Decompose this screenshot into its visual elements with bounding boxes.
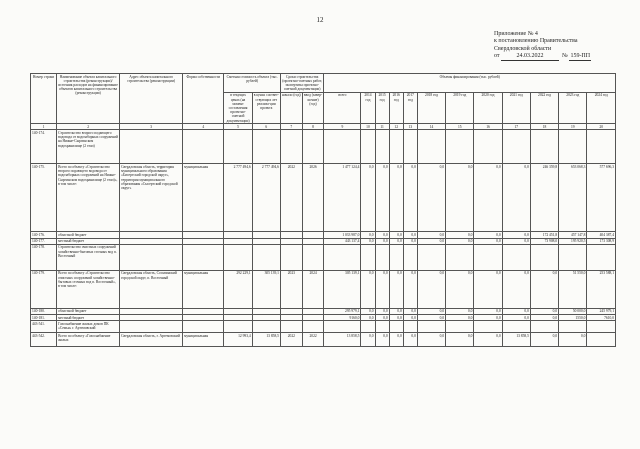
object-name: Газоснабжение жилых домов ПК «Семья» г. Артемовский [57,321,120,333]
year-amount: 0,0 [389,270,403,308]
year-amount [417,130,445,164]
page-number: 12 [316,16,324,24]
year-amount [559,244,587,270]
table-row [31,164,616,232]
column-number: 18 [530,124,558,130]
cost-current: 292 229,1 [224,270,252,308]
year-amount: 0,0 [559,333,587,347]
year-amount [389,244,403,270]
year-amount: 0,0 [389,315,403,321]
year-amount: 50 000,0 [559,308,587,314]
year-amount: 0,0 [417,238,445,244]
year-amount: 0,0 [361,164,375,232]
header-end-year: ввод (завер-шение) (год) [302,92,324,123]
year-amount: 0,0 [403,270,417,308]
year-amount: 0,0 [530,315,558,321]
cost-years: 305 139,1 [252,270,280,308]
object-name: областной бюджет [57,308,120,314]
year-amount: 0,0 [403,308,417,314]
year-amount: 577 696,3 [587,164,616,232]
year-amount: 0,0 [389,333,403,347]
column-number: 6 [252,124,280,130]
year-amount [587,333,616,347]
object-name: местный бюджет [57,238,120,244]
object-name: Всего по объекту «Строительство второго подающего водовода от водозаборных сооружений на Нижне-Сыргинском водохранилище (2 этап)», в том числе: [57,164,120,232]
header-financing: Объемы финансирования (тыс. рублей) [324,74,616,93]
header-year: 2018 год [417,92,445,123]
cost-current [224,244,252,270]
ownership: муниципальная [183,270,224,308]
annex-number: 159-ПП [569,53,591,61]
cost-years [252,321,280,333]
header-year: 2024 год [587,92,616,123]
end-year [302,244,324,270]
column-number: 20 [587,124,616,130]
year-amount: 0,0 [375,164,389,232]
ownership [183,321,224,333]
ownership [183,130,224,164]
start-year: 2023 [280,270,302,308]
column-number: 19 [559,124,587,130]
row-number: 140-180. [31,308,57,314]
year-amount: 404 387,4 [587,232,616,238]
year-amount [502,321,530,333]
year-amount [559,130,587,164]
end-year [302,321,324,333]
address [120,321,183,333]
year-amount: 0,0 [375,270,389,308]
total-amount [324,244,361,270]
year-amount: 245 979,1 [587,308,616,314]
year-amount: 0,0 [389,238,403,244]
year-amount: 0,0 [417,308,445,314]
cost-years [252,130,280,164]
year-amount: 0,0 [502,232,530,238]
header-terms: Сроки строительства (проектно-сметных работ, экспертизы проектно-сметной документации) [282,74,323,92]
object-name: Строительство второго подающего водовода от водозаборных сооружений на Нижне-Сыргинском водохранилище (2 этап) [57,130,120,164]
year-amount [502,130,530,164]
column-number: 10 [361,124,375,130]
year-amount: 0,0 [446,164,474,232]
year-amount [446,321,474,333]
year-amount: 253 588,1 [587,270,616,308]
header-year: 2021 год [502,92,530,123]
object-name: местный бюджет [57,315,120,321]
year-amount: 0,0 [375,315,389,321]
year-amount [403,130,417,164]
column-number: 14 [417,124,445,130]
header-estimated-cost: Сметная стоимость объекта (тыс. рублей) [224,74,281,93]
total-amount: 295 979,1 [324,308,361,314]
year-amount: 0,0 [446,315,474,321]
header-address: Адрес объекта капитального строительства (реконструкции) [120,74,183,124]
annex-from-label: от [494,52,500,59]
year-amount: 0,0 [530,333,558,347]
year-amount: 0,0 [446,308,474,314]
end-year [302,130,324,164]
year-amount [587,244,616,270]
year-amount: 653 068,3 [559,164,587,232]
year-amount: 0,0 [361,308,375,314]
year-amount: 195 920,5 [559,238,587,244]
year-amount [417,321,445,333]
year-amount [530,244,558,270]
year-amount: 457 147,8 [559,232,587,238]
year-amount: 0,0 [530,270,558,308]
column-number: 5 [224,124,252,130]
total-amount [324,321,361,333]
year-amount [446,244,474,270]
year-amount: 0,0 [361,232,375,238]
address [120,244,183,270]
start-year: 2022 [280,333,302,347]
table-row [31,321,616,333]
header-start-year: начало (год) [280,92,302,123]
object-name: Строительство очистных сооружений хозяйственно-бытовых сточных вод п. Восточный [57,244,120,270]
year-amount: 0,0 [474,232,502,238]
start-year [280,244,302,270]
ownership: муниципальная [183,164,224,232]
header-year: 2015 год [375,92,389,123]
table-row [31,333,616,347]
cost-years: 2 777 494,6 [252,164,280,232]
cost-current: 12 993,4 [224,333,252,347]
ownership [183,244,224,270]
column-number: 4 [183,124,224,130]
start-year [280,321,302,333]
year-amount [375,130,389,164]
year-amount [375,244,389,270]
year-amount: 7610,0 [587,315,616,321]
year-amount: 0,0 [474,308,502,314]
object-name: Всего по объекту «Строительство очистных сооружений хозяйственно-бытовых сточных вод п. Восточный», в том числе: [57,270,120,308]
year-amount: 0,0 [417,164,445,232]
year-amount: 0,0 [403,315,417,321]
year-amount: 1550,0 [559,315,587,321]
year-amount: 51 550,0 [559,270,587,308]
year-amount [530,130,558,164]
header-year: 2022 год [530,92,558,123]
start-year [280,130,302,164]
column-number: 3 [120,124,183,130]
year-amount: 0,0 [474,164,502,232]
year-amount [375,321,389,333]
total-amount [324,130,361,164]
year-amount: 173 308,9 [587,238,616,244]
year-amount: 0,0 [446,270,474,308]
row-number: 140-175. [31,164,57,232]
year-amount: 0,0 [361,238,375,244]
year-amount: 172 451,8 [530,232,558,238]
annex-date-line [494,53,634,61]
year-amount [361,321,375,333]
total-amount: 13 858,5 [324,333,361,347]
year-amount [474,130,502,164]
header-year: 2016 год [389,92,403,123]
column-number: 17 [502,124,530,130]
total-amount: 1 033 987,0 [324,232,361,238]
year-amount [474,321,502,333]
year-amount: 0,0 [446,238,474,244]
annex-block [494,31,634,61]
address: Свердловская область, Сосьвинский городской округ, п. Восточный [120,270,183,308]
year-amount [389,321,403,333]
object-name: областной бюджет [57,232,120,238]
year-amount [417,244,445,270]
row-number: 140-178. [31,244,57,270]
year-amount: 0,0 [375,308,389,314]
header-year: 2023 год [559,92,587,123]
total-amount: 1 477 124,4 [324,164,361,232]
year-amount: 0,0 [389,308,403,314]
cost-years: 13 858,5 [252,333,280,347]
year-amount: 0,0 [417,333,445,347]
header-current-prices: в текущих ценах (на момент составления проектно-сметной документации) [224,92,252,123]
row-number: 140-174. [31,130,57,164]
object-name: Всего по объекту «Газоснабжение жилых [57,333,120,347]
column-number: 16 [474,124,502,130]
cost-current [224,321,252,333]
year-amount: 13 858,5 [502,333,530,347]
row-number: 140-177. [31,238,57,244]
end-year: 2024 [302,270,324,308]
year-amount: 0,0 [474,270,502,308]
annex-line2: к постановлению Правительства [494,38,578,45]
year-amount [403,321,417,333]
year-amount: 0,0 [417,315,445,321]
year-amount: 0,0 [474,238,502,244]
header-row-number: Номер строки [31,74,57,124]
year-amount: 0,0 [417,270,445,308]
end-year: 2026 [302,164,324,232]
column-number: 15 [446,124,474,130]
total-amount: 443 137,4 [324,238,361,244]
year-amount: 0,0 [446,232,474,238]
year-amount: 0,0 [502,308,530,314]
year-amount [361,130,375,164]
year-amount: 0,0 [530,308,558,314]
year-amount [389,130,403,164]
year-amount: 0,0 [403,238,417,244]
table-row [31,130,616,164]
year-amount: 0,0 [375,232,389,238]
year-amount: 0,0 [446,333,474,347]
table-row [31,270,616,308]
year-amount: 0,0 [361,333,375,347]
address [120,130,183,164]
cost-current: 2 777 494,6 [224,164,252,232]
year-amount [587,321,616,333]
total-amount: 305 139,1 [324,270,361,308]
year-amount: 0,0 [502,164,530,232]
column-number: 8 [302,124,324,130]
header-year: 2019 год [446,92,474,123]
header-year: 2017 год [403,92,417,123]
table-header-row-1 [31,74,616,93]
header-year: 2020 год [474,92,502,123]
year-amount: 0,0 [375,333,389,347]
year-amount [474,244,502,270]
year-amount: 0,0 [389,232,403,238]
total-amount: 9160,0 [324,315,361,321]
year-amount: 0,0 [474,315,502,321]
year-amount [502,244,530,270]
year-amount [446,130,474,164]
address: Свердловская область, территория муниципального образования «Бисертский городской округ», территория муниципального образования «Сысертский городской округ» [120,164,183,232]
header-year: 2014 год [361,92,375,123]
year-amount: 0,0 [502,315,530,321]
row-number: 140-176. [31,232,57,238]
year-amount: 73 908,0 [530,238,558,244]
year-amount: 0,0 [417,232,445,238]
row-number: 443-542. [31,333,57,347]
header-ownership: Форма собственности [183,74,224,124]
year-amount [587,130,616,164]
row-number: 140-181. [31,315,57,321]
year-amount: 0,0 [403,333,417,347]
end-year: 2022 [302,333,324,347]
year-amount: 0,0 [361,315,375,321]
row-number: 140-179. [31,270,57,308]
year-amount: 246 359,8 [530,164,558,232]
column-number: 13 [403,124,417,130]
ownership: муниципальная [183,333,224,347]
year-amount: 0,0 [403,164,417,232]
address: Свердловская область, г. Артемовский [120,333,183,347]
column-number: 9 [324,124,361,130]
year-amount: 0,0 [361,270,375,308]
header-total: всего [324,92,361,123]
year-amount: 0,0 [502,238,530,244]
annex-num-label: № [562,52,568,59]
cost-years [252,244,280,270]
year-amount: 0,0 [375,238,389,244]
year-amount [559,321,587,333]
row-number: 443-541. [31,321,57,333]
financing-table [30,73,616,347]
column-number: 12 [389,124,403,130]
start-year: 2022 [280,164,302,232]
header-year-prices: в ценах соответ-ствующих лет реализа-ции проекта [252,92,280,123]
column-number: 7 [280,124,302,130]
annex-date: 24.03.2022 [501,53,559,61]
year-amount [361,244,375,270]
table-row [31,244,616,270]
year-amount: 0,0 [403,232,417,238]
cost-current [224,130,252,164]
year-amount [403,244,417,270]
column-number: 11 [375,124,389,130]
year-amount: 0,0 [474,333,502,347]
column-number: 2 [57,124,120,130]
year-amount: 0,0 [502,270,530,308]
header-object-name: Наименование объекта капитального строительства (реконструкции)/ источник расходов на финансирование объектов капитального строительства (реконструкции) [57,74,120,124]
annex-title: Приложение № 4 [494,31,538,37]
year-amount [530,321,558,333]
column-number: 1 [31,124,57,130]
year-amount: 0,0 [389,164,403,232]
annex-line3: Свердловской области [494,45,552,52]
